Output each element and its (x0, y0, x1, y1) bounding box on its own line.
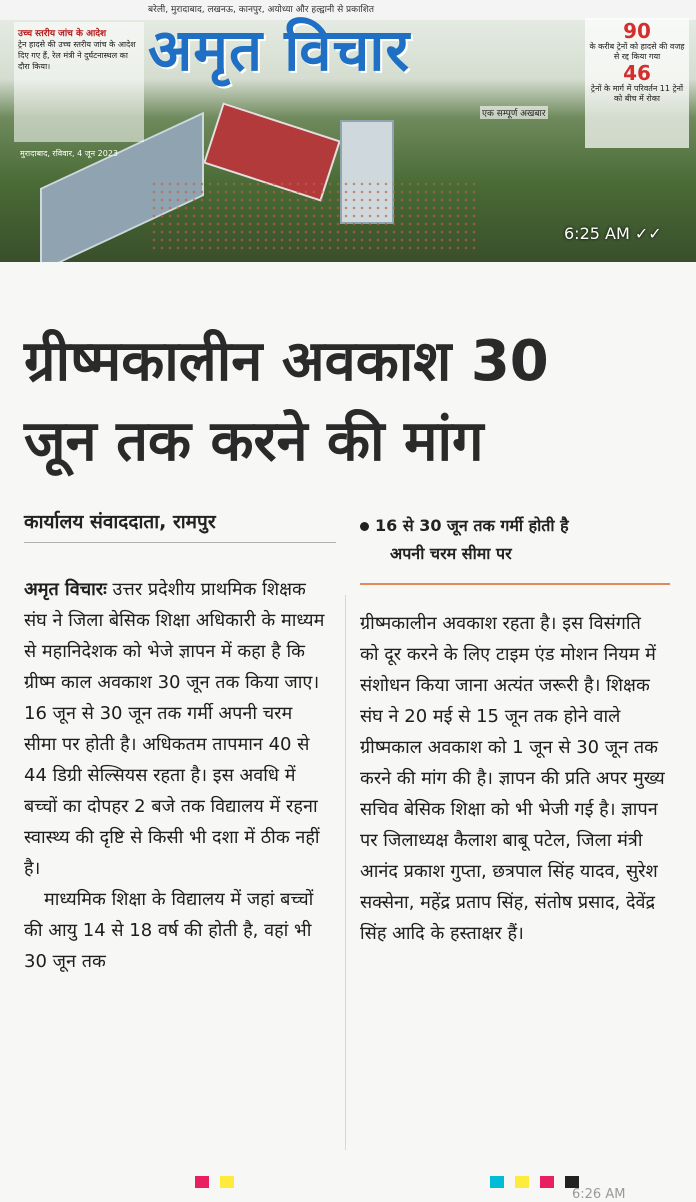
article-column-1 (24, 574, 329, 977)
left-news-title: उच्च स्तरीय जांच के आदेश (18, 29, 107, 39)
front-page-photo (0, 0, 696, 262)
headline-line-2: जून तक करने की मांग (24, 409, 484, 474)
highlight-line-1: 16 से 30 जून तक गर्मी होती है (375, 516, 569, 535)
highlight-line-2: अपनी चरम सीमा पर (390, 544, 512, 563)
byline-divider (24, 542, 336, 543)
newspaper-logo: अमृत विचार (148, 16, 411, 84)
left-news-box (14, 22, 144, 142)
masthead-tagline: बरेली, मुरादाबाद, लखनऊ, कानपुर, अयोध्या और हल्द्वानी से प्रकाशित (148, 5, 374, 15)
bullet-icon (360, 522, 369, 531)
article-headline (24, 322, 674, 482)
color-swatch-cyan (490, 1176, 504, 1188)
color-swatch-magenta (195, 1176, 209, 1188)
footer-timestamp: 6:26 AM (572, 1187, 626, 1202)
article-lead: अमृत विचारः (24, 579, 107, 600)
paragraph-1 (24, 574, 329, 884)
left-news-text: ट्रेन हादसे की उच्च स्तरीय जांच के आदेश दिए गए हैं, रेल मंत्री ने दुर्घटनास्थल का दौरा किया। (18, 40, 136, 71)
column-divider (345, 595, 346, 1150)
masthead-slogan: एक सम्पूर्ण अखबार (480, 106, 548, 119)
highlight-divider (360, 583, 670, 585)
color-swatch-magenta-2 (540, 1176, 554, 1188)
headline-line-1: ग्रीष्मकालीन अवकाश 30 (24, 329, 549, 394)
paragraph-2: माध्यमिक शिक्षा के विद्यालय में जहां बच्चों की आयु 14 से 18 वर्ष की होती है, वहां भी 30 जून तक (24, 889, 314, 972)
paragraph-1-text: उत्तर प्रदेशीय प्राथमिक शिक्षक संघ ने जिला बेसिक शिक्षा अधिकारी के माध्यम से महानिदेशक को भेजे ज्ञापन में कहा है कि ग्रीष्म काल अवकाश 30 जून तक किया जाए। 16 जून से 30 जून तक गर्मी अपनी चरम सीमा पर होती है। अधिकतम तापमान 40 से 44 डिग्री सेल्सियस रहता है। इस अवधि में बच्चों का दोपहर 2 बजे तक विद्यालय में रहना स्वास्थ्य की दृष्टि से किसी भी दशा में ठीक नहीं है। (24, 579, 325, 879)
byline: कार्यालय संवाददाता, रामपुर (24, 511, 216, 533)
stat-text-2: ट्रेनों के मार्ग में परिवर्तन 11 ट्रेनों को बीच में रोका (590, 84, 684, 103)
paragraph-3: ग्रीष्मकालीन अवकाश रहता है। इस विसंगति को दूर करने के लिए टाइम एंड मोशन नियम में संशोधन किया जाना अत्यंत जरूरी है। शिक्षक संघ ने 20 मई से 15 जून तक होने वाले ग्रीष्मकाल अवकाश को 1 जून से 30 जून तक करने की मांग की है। ज्ञापन की प्रति अपर मुख्य सचिव बेसिक शिक्षा को भी भेजी गई है। ज्ञापन पर जिलाध्यक्ष कैलाश बाबू पटेल, जिला मंत्री आनंद प्रकाश गुप्ता, छत्रपाल सिंह यादव, सुरेश सक्सेना, महेंद्र प्रताप सिंह, संतोष प्रसाद, देवेंद्र सिंह आदि के हस्ताक्षर हैं। (360, 613, 665, 944)
message-timestamp: 6:25 AM ✓✓ (564, 224, 662, 243)
stat-text-1: के करीब ट्रेनों को हादसे की वजह से रद्द किया गया (589, 42, 685, 61)
stat-number-1: 90 (623, 19, 651, 43)
edition-date: मुरादाबाद, रविवार, 4 जून 2023 (20, 149, 119, 158)
highlight-box (360, 512, 680, 568)
crowd-rescue-workers (150, 180, 480, 250)
stat-number-2: 46 (623, 61, 651, 85)
color-swatch-yellow (220, 1176, 234, 1188)
color-swatch-yellow-2 (515, 1176, 529, 1188)
right-stats-box (585, 18, 689, 148)
article-column-2 (360, 608, 665, 949)
